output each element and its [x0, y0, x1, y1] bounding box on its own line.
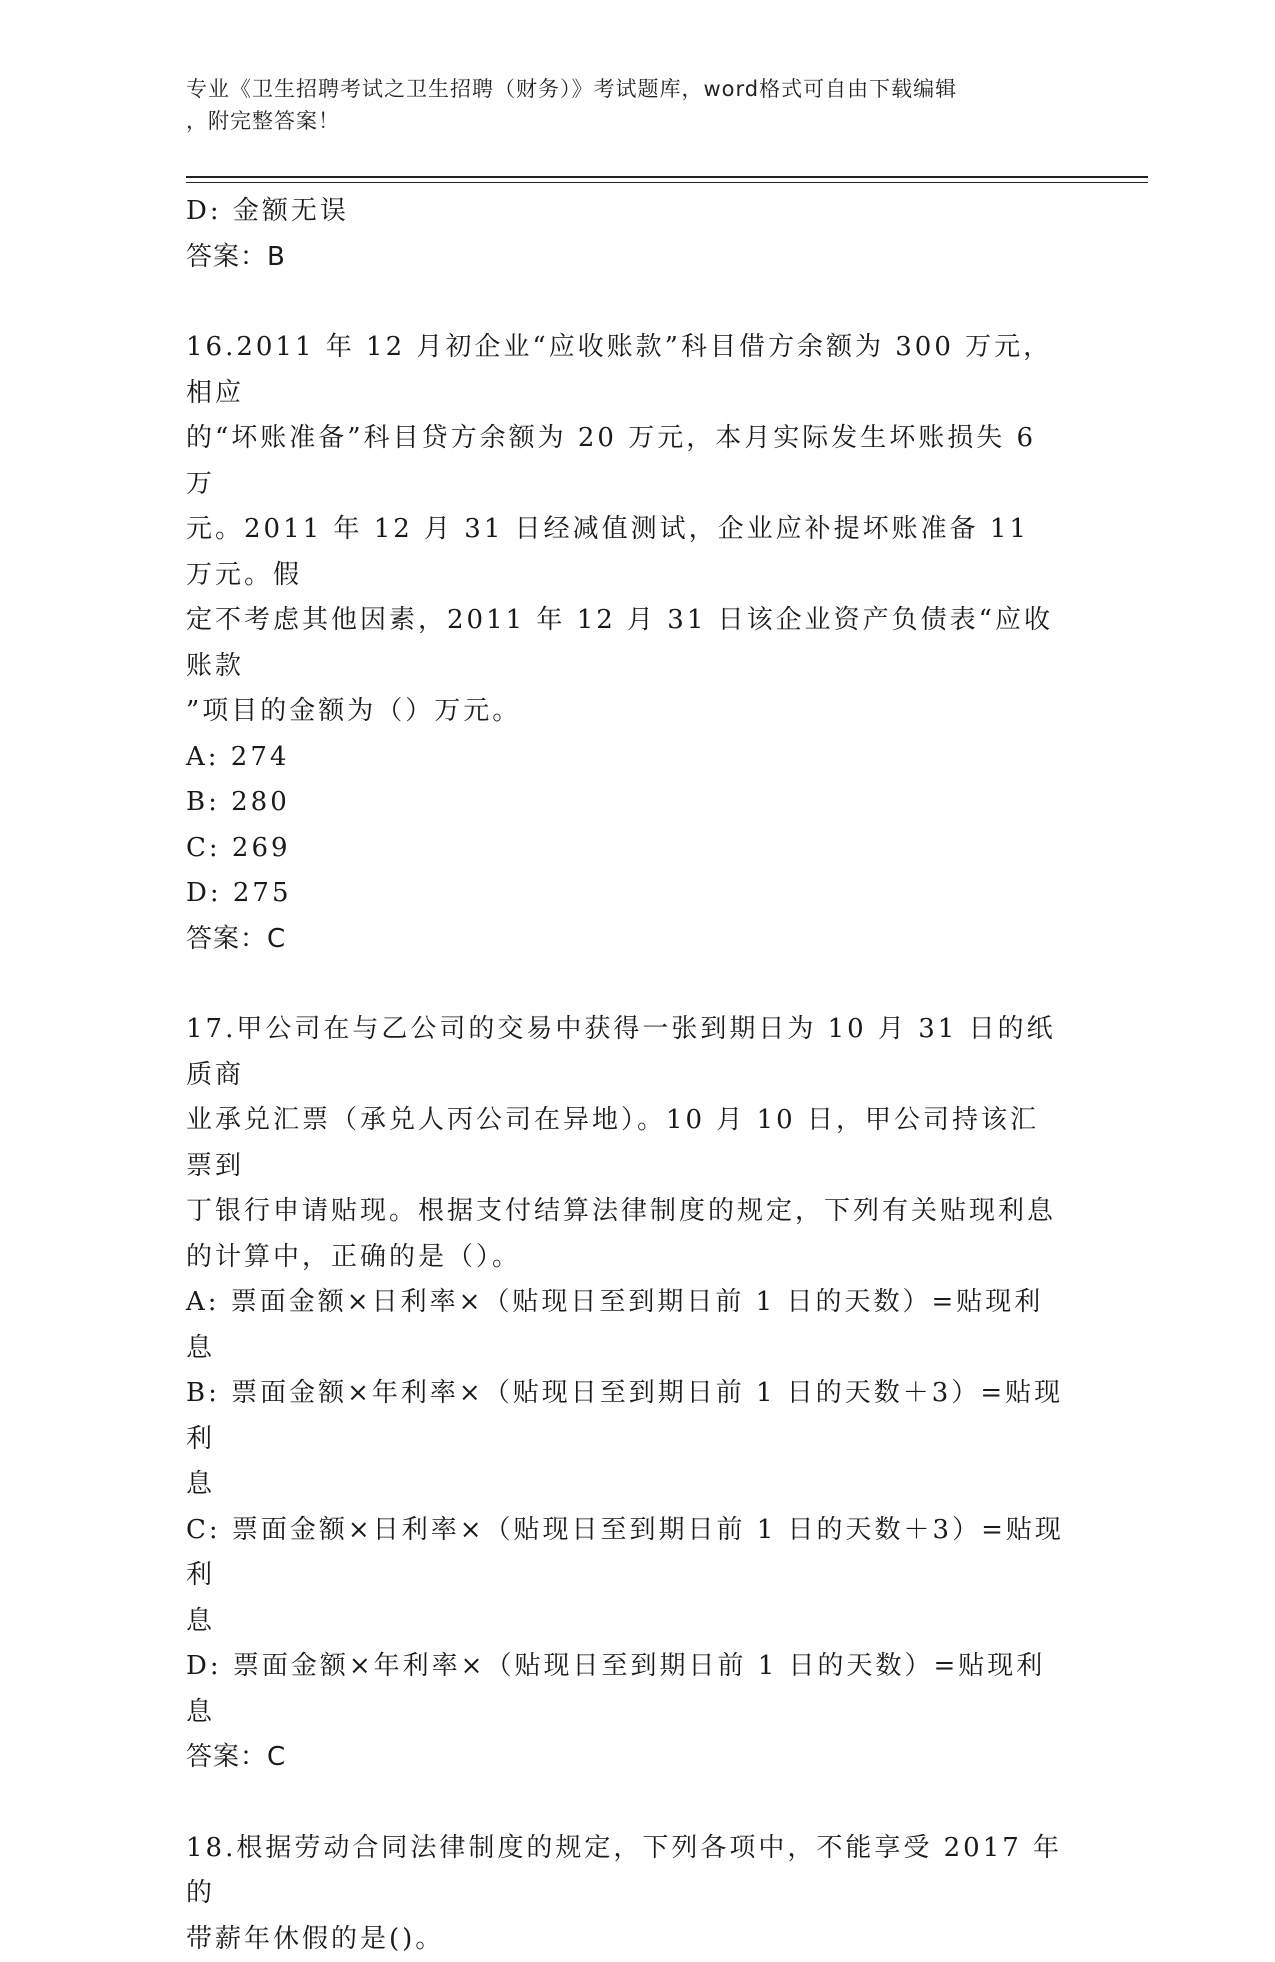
option-b-continued: 息: [186, 1462, 1066, 1508]
answer-line: 答案：C: [186, 1735, 1066, 1781]
answer-line: 答案：B: [186, 235, 1066, 281]
question-15-tail: [186, 189, 1066, 280]
question-stem-line: 的计算中，正确的是（）。: [186, 1235, 1066, 1281]
question-stem-line: 业承兑汇票（承兑人丙公司在异地）。10 月 10 日，甲公司持该汇票到: [186, 1098, 1066, 1189]
option-c: C: 269: [186, 826, 1066, 872]
question-stem-line: 丁银行申请贴现。根据支付结算法律制度的规定，下列有关贴现利息: [186, 1189, 1066, 1235]
option-d: D: 275: [186, 871, 1066, 917]
question-stem-line: 定不考虑其他因素，2011 年 12 月 31 日该企业资产负债表“应收账款: [186, 598, 1066, 689]
spacer: [186, 962, 1066, 1007]
option-b: B: 280: [186, 780, 1066, 826]
spacer: [186, 280, 1066, 325]
header-line-2: ，附完整答案！: [186, 105, 1086, 137]
header-divider: [186, 176, 1148, 183]
question-stem-line: 16.2011 年 12 月初企业“应收账款”科目借方余额为 300 万元，相应: [186, 325, 1066, 416]
question-stem-line: ”项目的金额为（）万元。: [186, 689, 1066, 735]
option-b: B: 票面金额×年利率×（贴现日至到期日前 1 日的天数＋3）=贴现利: [186, 1371, 1066, 1462]
question-18: [186, 1826, 1066, 1962]
question-16: [186, 325, 1066, 962]
document-body: [186, 189, 1066, 1962]
option-d: D: 金额无误: [186, 189, 1066, 235]
question-stem-line: 元。2011 年 12 月 31 日经减值测试，企业应补提坏账准备 11 万元。假: [186, 507, 1066, 598]
question-17: [186, 1007, 1066, 1781]
question-stem-line: 带薪年休假的是()。: [186, 1917, 1066, 1962]
option-d: D: 票面金额×年利率×（贴现日至到期日前 1 日的天数）=贴现利息: [186, 1644, 1066, 1735]
question-stem-line: 18.根据劳动合同法律制度的规定，下列各项中，不能享受 2017 年的: [186, 1826, 1066, 1917]
option-c-continued: 息: [186, 1599, 1066, 1645]
header-line-1: 专业《卫生招聘考试之卫生招聘（财务）》考试题库，word格式可自由下载编辑: [186, 73, 1086, 105]
option-a: A: 274: [186, 735, 1066, 781]
spacer: [186, 1781, 1066, 1826]
option-a: A: 票面金额×日利率×（贴现日至到期日前 1 日的天数）=贴现利息: [186, 1280, 1066, 1371]
page-header: [186, 73, 1086, 137]
answer-line: 答案：C: [186, 917, 1066, 963]
option-c: C: 票面金额×日利率×（贴现日至到期日前 1 日的天数＋3）=贴现利: [186, 1508, 1066, 1599]
question-stem-line: 17.甲公司在与乙公司的交易中获得一张到期日为 10 月 31 日的纸质商: [186, 1007, 1066, 1098]
question-stem-line: 的“坏账准备”科目贷方余额为 20 万元，本月实际发生坏账损失 6 万: [186, 416, 1066, 507]
